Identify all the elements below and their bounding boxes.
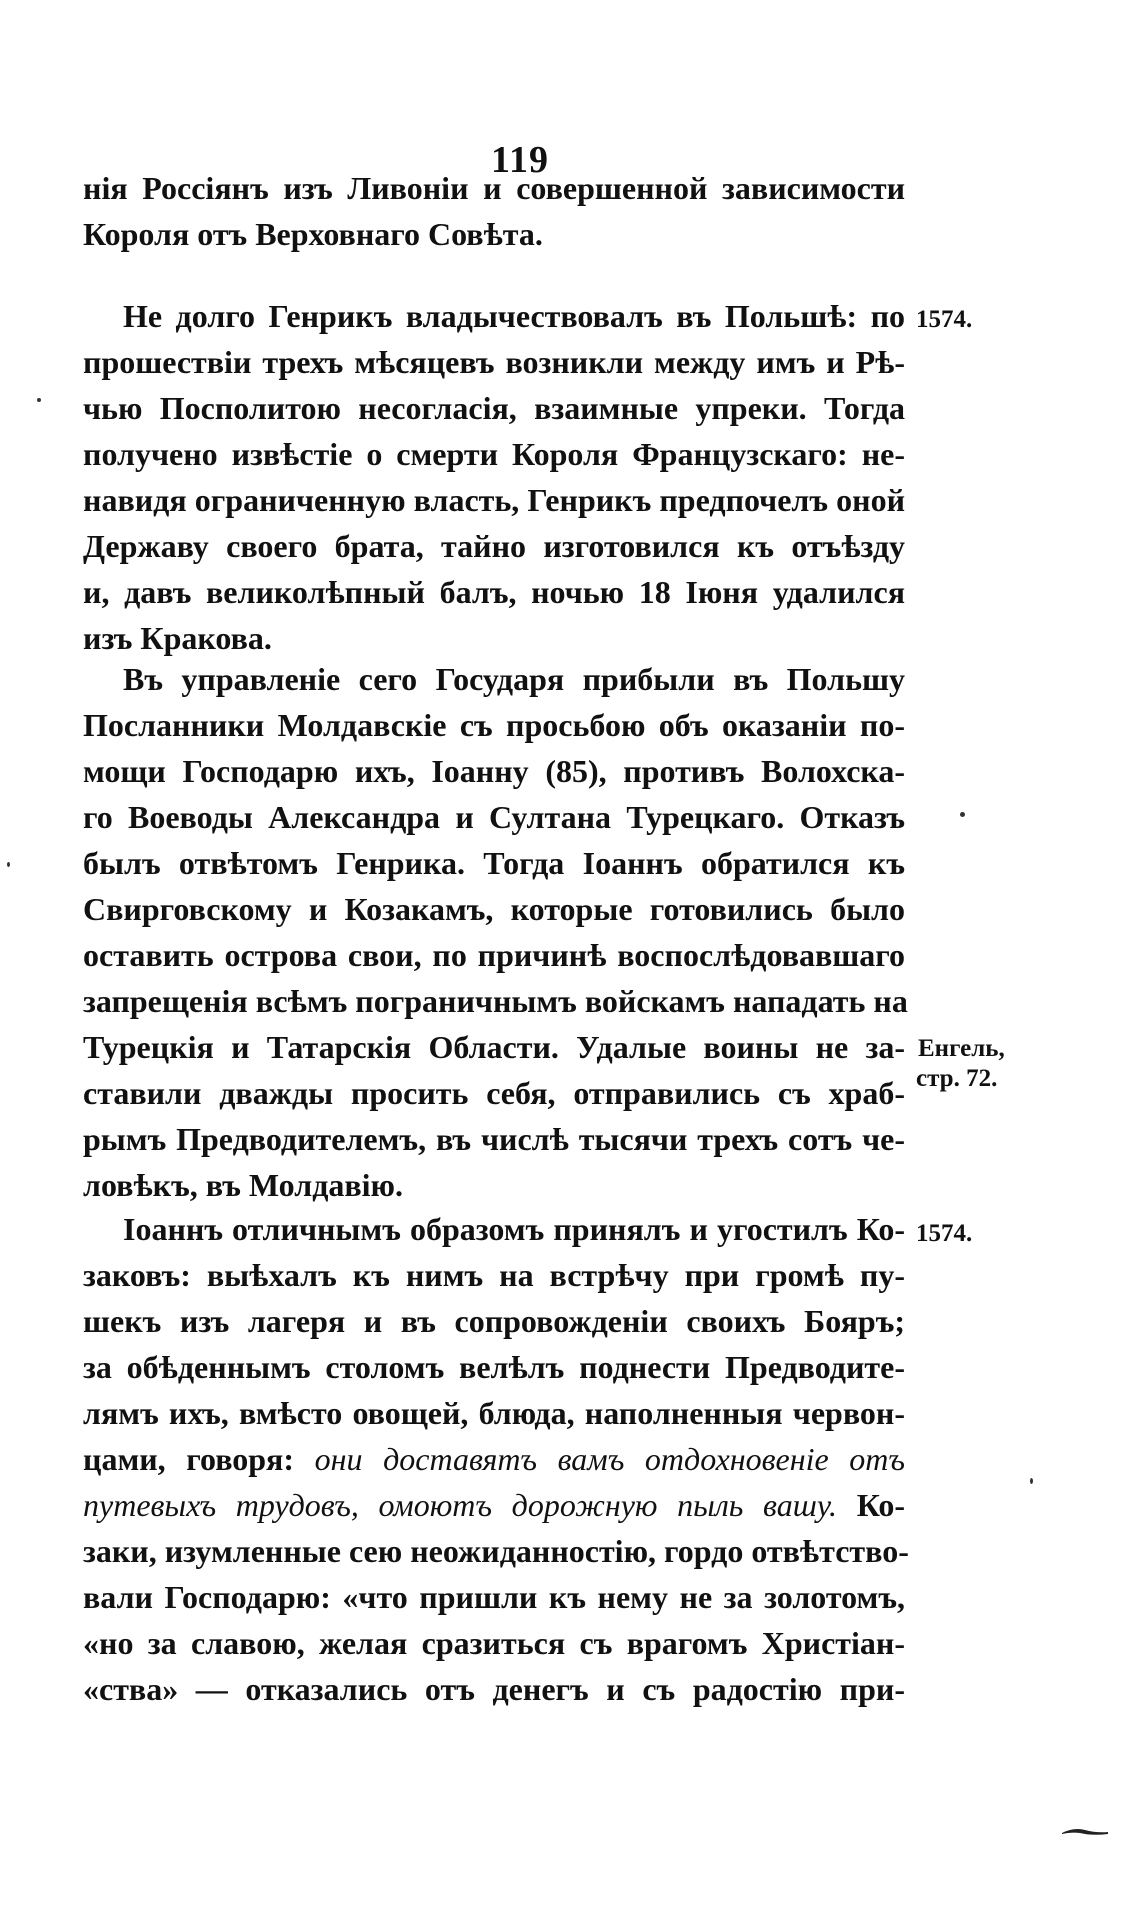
page-number: 119 [491, 139, 549, 181]
text-line: вали Господарю: «что пришли къ нему не за золотомъ, [83, 1579, 905, 1615]
text-line: и, давъ великолѣпный балъ, ночью 18 Іюня удалился [83, 574, 905, 610]
margin-year: 1574. [916, 306, 973, 333]
print-speck [960, 812, 965, 817]
text-line: запрещенія всѣмъ пограничнымъ войскамъ нападать на [83, 983, 908, 1019]
text-line: Турецкія и Татарскія Области. Удалые воины не за- [83, 1029, 905, 1065]
printer-mark-icon [1062, 1826, 1108, 1836]
text-line: получено извѣстіе о смерти Короля Французскаго: не- [83, 436, 905, 472]
text-line: заковъ: выѣхалъ къ нимъ на встрѣчу при громѣ пу- [83, 1257, 905, 1293]
margin-source-page: стр. 72. [916, 1065, 998, 1092]
text-line: рымъ Предводителемъ, въ числѣ тысячи трехъ сотъ че- [83, 1121, 905, 1157]
text-line: прошествіи трехъ мѣсяцевъ возникли между имъ и Рѣ- [83, 344, 905, 380]
text-line: лямъ ихъ, вмѣсто овощей, блюда, наполненныя червон- [83, 1395, 905, 1431]
text-line: «но за славою, желая сразиться съ врагомъ Христіан- [83, 1625, 905, 1661]
text-line: заки, изумленные сею неожиданностію, гордо отвѣтство- [83, 1533, 909, 1569]
text-line: нія Россіянъ изъ Ливоніи и совершенной зависимости [83, 170, 905, 206]
text-line: навидя ограниченную власть, Генрикъ предпочелъ оной [83, 482, 905, 518]
text-line: Короля отъ Верховнаго Совѣта. [83, 216, 543, 252]
text-line: за обѣденнымъ столомъ велѣлъ поднести Предводите- [83, 1349, 905, 1385]
text-line: шекъ изъ лагеря и въ сопровожденіи своихъ Бояръ; [83, 1303, 905, 1339]
print-speck [7, 862, 10, 867]
text-line: Въ управленіе сего Государя прибыли въ Польшу [123, 661, 905, 697]
print-speck [37, 398, 41, 402]
print-speck [1030, 1478, 1033, 1484]
margin-source-author: Енгель, [918, 1035, 1005, 1062]
text-line: Посланники Молдавскіе съ просьбою объ оказаніи по- [83, 707, 905, 743]
text-line [83, 1482, 905, 1528]
text-line [83, 1436, 905, 1482]
text-line: ставили дважды просить себя, отправились съ храб- [83, 1075, 905, 1111]
quote-italic: путевыхъ трудовъ, омоютъ дорожную пыль вашу. [83, 1487, 838, 1523]
text-line: го Воеводы Александра и Султана Турецкаго. Отказъ [83, 799, 905, 835]
text-line: оставить острова свои, по причинѣ воспослѣдовавшаго [83, 937, 905, 973]
text-line: былъ отвѣтомъ Генрика. Тогда Іоаннъ обратился къ [83, 845, 905, 881]
text-line: мощи Господарю ихъ, Іоанну (85), противъ Волохска- [83, 753, 905, 789]
text-line: Свирговскому и Козакамъ, которые готовились было [83, 891, 905, 927]
text-line: изъ Кракова. [83, 620, 272, 656]
text-line: Державу своего брата, тайно изготовился къ отъѣзду [83, 528, 905, 564]
text-line: «ства» — отказались отъ денегъ и съ радостію при- [83, 1671, 905, 1707]
text-line: Не долго Генрикъ владычествовалъ въ Польшѣ: по [123, 298, 905, 334]
text-run: Ко- [856, 1487, 906, 1523]
text-line: чью Посполитою несогласія, взаимные упреки. Тогда [83, 390, 905, 426]
text-line: Іоаннъ отличнымъ образомъ принялъ и угостилъ Ко- [123, 1211, 905, 1247]
text-run: цами, говоря: [83, 1441, 295, 1477]
text-line: ловѣкъ, въ Молдавію. [83, 1167, 403, 1203]
quote-italic: они доставятъ вамъ отдохновеніе отъ [314, 1441, 906, 1477]
margin-year: 1574. [916, 1220, 973, 1247]
